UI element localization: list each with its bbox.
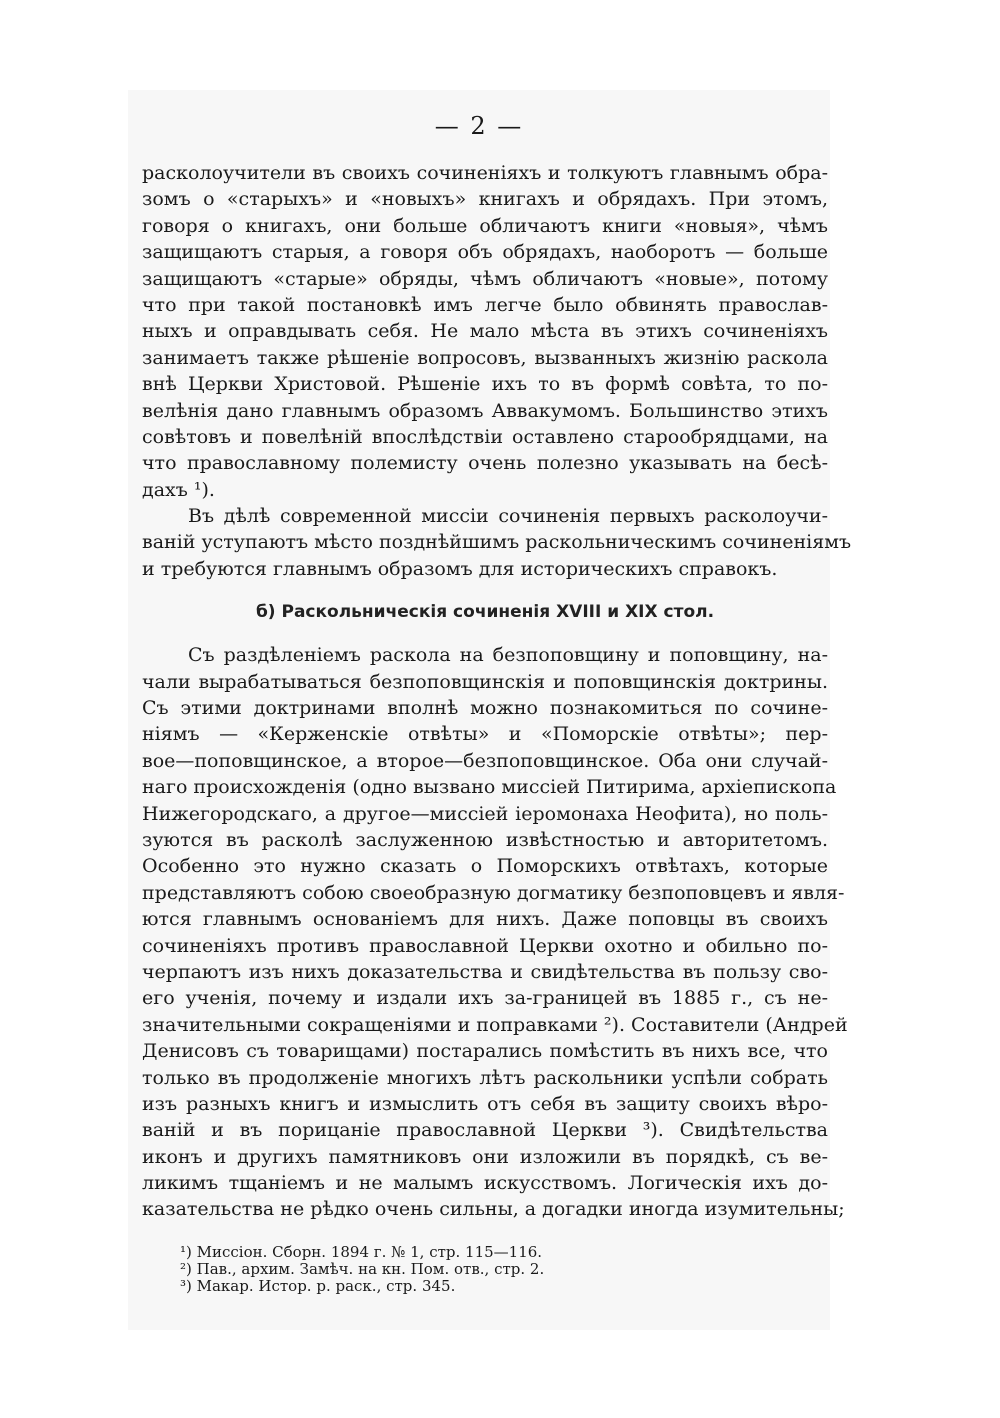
text-line: чали вырабатываться безпоповщинскія и поповщинскія доктрины.: [142, 670, 828, 693]
text-line: Особенно это нужно сказать о Поморскихъ отвѣтахъ, которые: [142, 855, 828, 878]
text-line: Денисовъ съ товарищами) постарались помѣстить въ нихъ все, что: [142, 1040, 828, 1063]
text-line: ныхъ и оправдывать себя. Не мало мѣста въ этихъ сочиненіяхъ: [142, 320, 828, 343]
text-line: Съ раздѣленіемъ раскола на безпоповщину и поповщину, на-: [188, 644, 828, 667]
text-line: наго происхожденія (одно вызвано миссіей Питирима, архіепископа: [142, 776, 837, 799]
text-line: Въ дѣлѣ современной миссіи сочиненія первыхъ расколоучи-: [188, 505, 828, 528]
text-line: говоря о книгахъ, они больше обличаютъ книги «новыя», чѣмъ: [142, 214, 828, 237]
text-line: только въ продолженіе многихъ лѣтъ раскольники успѣли собрать: [142, 1066, 828, 1089]
text-line: защищаютъ «старые» обряды, чѣмъ обличаютъ «новые», потому: [142, 267, 828, 290]
text-line: вое—поповщинское, а второе—безпоповщинское. Оба они случай-: [142, 749, 828, 772]
text-line: что православному полемисту очень полезно указывать на бесѣ-: [142, 452, 828, 475]
paragraph-3: [142, 642, 848, 1223]
text-line: и требуются главнымъ образомъ для историческихъ справокъ.: [142, 557, 778, 580]
text-line: занимаетъ также рѣшеніе вопросовъ, вызванныхъ жизнію раскола: [142, 346, 828, 369]
text-line: Нижегородскаго, а другое—миссіей іеромонаха Неофита), но поль-: [142, 802, 828, 825]
text-line: иконъ и другихъ памятниковъ они изложили въ порядкѣ, съ ве-: [142, 1145, 828, 1168]
section-heading: б) Раскольническія сочиненія XVIII и XIX стол.: [255, 602, 715, 623]
text-line: ликимъ тщаніемъ и не малымъ искусствомъ. Логическія ихъ до-: [142, 1172, 828, 1195]
text-line: казательства не рѣдко очень сильны, а догадки иногда изумительны;: [142, 1198, 845, 1221]
text-line: ніямъ — «Керженскіе отвѣты» и «Поморскіе отвѣты»; пер-: [142, 723, 828, 746]
text-line: защищаютъ старыя, а говоря объ обрядахъ, наоборотъ — больше: [142, 241, 828, 264]
footnotes: [180, 1244, 800, 1295]
footnote-1: ¹) Миссіон. Сборн. 1894 г. № 1, стр. 115—116.: [180, 1243, 543, 1261]
text-line: ются главнымъ основаніемъ для нихъ. Даже поповцы въ своихъ: [142, 908, 828, 931]
text-line: представляютъ собою своеобразную догматику безпоповцевъ и явля-: [142, 881, 845, 904]
text-line: изъ разныхъ книгъ и измыслить отъ себя въ защиту своихъ вѣро-: [142, 1092, 828, 1115]
text-line: дахъ ¹).: [142, 478, 215, 501]
text-line: его ученія, почему и издали ихъ за-границей въ 1885 г., съ не-: [142, 987, 828, 1010]
text-line: значительными сокращеніями и поправками ²). Составители (Андрей: [142, 1013, 848, 1036]
text-line: Съ этими доктринами вполнѣ можно познакомиться по сочине-: [142, 697, 828, 720]
paragraph-1: [142, 160, 828, 503]
text-line: зуются въ расколѣ заслуженною извѣстностью и авторитетомъ.: [142, 828, 828, 851]
text-line: зомъ о «старыхъ» и «новыхъ» книгахъ и обрядахъ. При этомъ,: [142, 188, 828, 211]
footnote-3: ³) Макар. Истор. р. раск., стр. 345.: [180, 1277, 456, 1295]
text-line: внѣ Церкви Христовой. Рѣшеніе ихъ то въ формѣ совѣта, то по-: [142, 373, 828, 396]
text-line: расколоучители въ своихъ сочиненіяхъ и толкуютъ главнымъ обра-: [142, 162, 828, 184]
text-line: сочиненіяхъ противъ православной Церкви охотно и обильно по-: [142, 934, 828, 957]
text-line: велѣнія дано главнымъ образомъ Аввакумомъ. Большинство этихъ: [142, 399, 828, 422]
page-number: — 2 —: [434, 112, 524, 140]
text-line: что при такой постановкѣ имъ легче было обвинять православ-: [142, 293, 828, 316]
footnote-2: ²) Пав., архим. Замѣч. на кн. Пом. отв., стр. 2.: [180, 1260, 545, 1278]
text-line: черпаютъ изъ нихъ доказательства и свидѣтельства въ пользу сво-: [142, 960, 828, 983]
text-line: совѣтовъ и повелѣній впослѣдствіи оставлено старообрядцами, на: [142, 425, 828, 448]
main-text: [142, 160, 852, 1223]
text-line: ваній уступаютъ мѣсто позднѣйшимъ раскольническимъ сочиненіямъ: [142, 531, 852, 554]
text-line: ваній и въ порицаніе православной Церкви ³). Свидѣтельства: [142, 1119, 828, 1142]
paragraph-2: [142, 503, 852, 582]
